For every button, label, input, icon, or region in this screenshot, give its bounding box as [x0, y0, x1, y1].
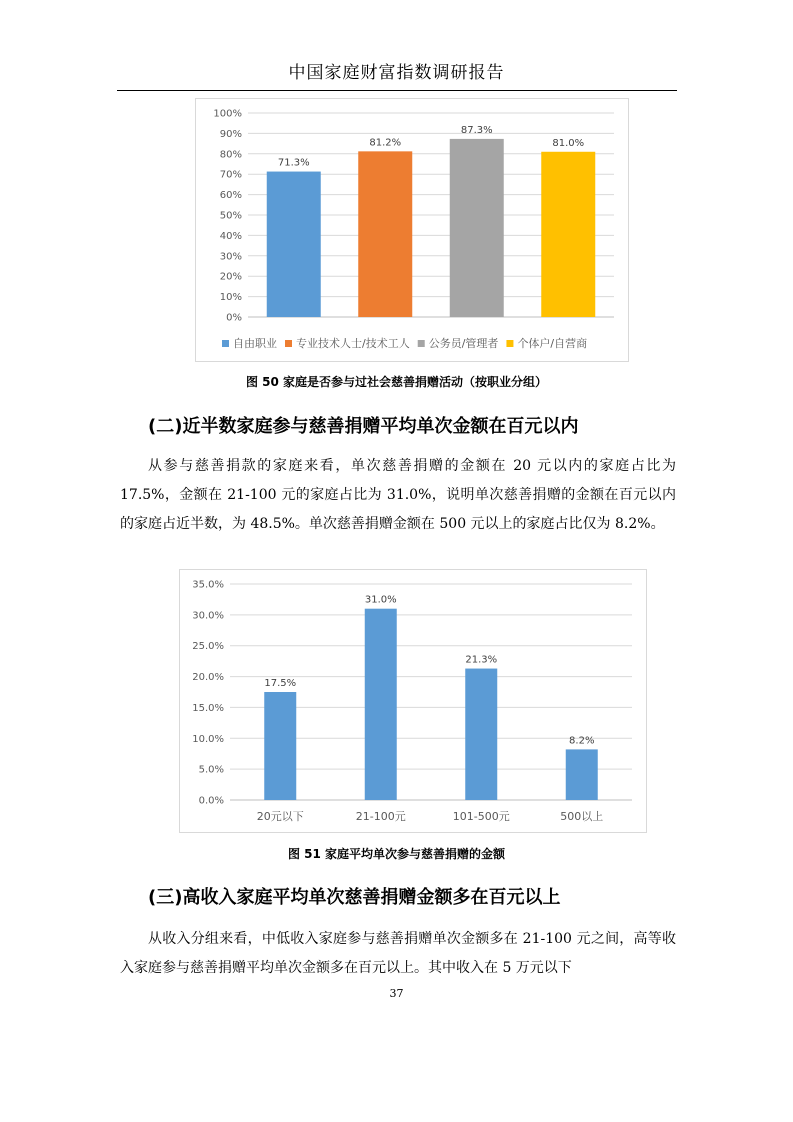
y-tick-label: 5.0% [198, 764, 224, 776]
bar [358, 151, 412, 317]
legend-swatch [506, 340, 513, 347]
y-tick-label: 0% [226, 312, 242, 324]
data-label: 87.3% [460, 124, 493, 136]
legend-label: 个体户/自营商 [517, 337, 588, 350]
chart-50 [196, 99, 628, 361]
legend-swatch [222, 340, 229, 347]
data-label: 17.5% [264, 678, 297, 689]
y-tick-label: 10% [219, 292, 242, 304]
bar [450, 139, 504, 317]
chart-51 [180, 570, 646, 832]
x-tick-label: 500以上 [560, 810, 604, 823]
y-tick-label: 50% [219, 210, 242, 222]
y-tick-label: 100% [213, 108, 242, 120]
y-tick-label: 25.0% [192, 641, 224, 653]
page-number: 37 [389, 987, 404, 1000]
chart-51-frame [179, 569, 647, 833]
section-2-heading: (二)近半数家庭参与慈善捐赠平均单次金额在百元以内 [148, 416, 579, 437]
bar [365, 609, 397, 800]
figure-50-caption: 图 50 家庭是否参与过社会慈善捐赠活动（按职业分组） [245, 375, 548, 389]
bar [566, 749, 598, 800]
x-tick-label: 20元以下 [256, 810, 304, 823]
bar [465, 669, 497, 800]
data-label: 71.3% [277, 157, 310, 169]
x-tick-label: 101-500元 [452, 810, 510, 823]
legend-label: 自由职业 [233, 337, 277, 350]
chart-50-frame [195, 98, 629, 362]
y-tick-label: 35.0% [192, 579, 224, 591]
section-3-paragraph: 从收入分组来看，中低收入家庭参与慈善捐赠单次金额多在 21-100 元之间，高等收入家庭参与慈善捐赠平均单次金额多在百元以上。其中收入在 5 万元以下 [120, 931, 676, 976]
y-tick-label: 30% [219, 251, 242, 263]
y-tick-label: 70% [219, 169, 242, 181]
page-header-title: 中国家庭财富指数调研报告 [288, 63, 505, 83]
section-3-heading: (三)高收入家庭平均单次慈善捐赠金额多在百元以上 [148, 887, 561, 908]
y-tick-label: 30.0% [192, 610, 224, 622]
y-tick-label: 60% [219, 190, 242, 202]
y-tick-label: 40% [219, 230, 242, 242]
section-2-paragraph: 从参与慈善捐款的家庭来看，单次慈善捐赠的金额在 20 元以内的家庭占比为 17.5%，金额在 21-100 元的家庭占比为 31.0%，说明单次慈善捐赠的金额在百元以内的家庭占近半数，为 48.5%。单次慈善捐赠金额在 500 元以上的家庭占比仅为 8.2%。 [120, 458, 676, 532]
bar [541, 152, 595, 317]
data-label: 81.0% [552, 137, 585, 149]
figure-51-caption: 图 51 家庭平均单次参与慈善捐赠的金额 [287, 847, 506, 861]
data-label: 31.0% [364, 594, 397, 606]
legend-label: 公务员/管理者 [428, 337, 499, 350]
bar [264, 692, 296, 800]
y-tick-label: 20.0% [192, 672, 224, 684]
y-tick-label: 10.0% [192, 733, 224, 745]
data-label: 21.3% [465, 654, 498, 666]
header-rule [117, 90, 677, 91]
bar [267, 172, 321, 317]
data-label: 8.2% [569, 735, 595, 747]
y-tick-label: 80% [219, 149, 242, 161]
x-tick-label: 21-100元 [355, 810, 406, 823]
data-label: 81.2% [369, 137, 402, 149]
legend-swatch [418, 340, 425, 347]
y-tick-label: 90% [219, 128, 242, 140]
y-tick-label: 0.0% [198, 795, 224, 807]
y-tick-label: 20% [219, 271, 242, 283]
legend-label: 专业技术人士/技术工人 [296, 337, 410, 350]
legend-swatch [285, 340, 292, 347]
y-tick-label: 15.0% [192, 702, 224, 714]
